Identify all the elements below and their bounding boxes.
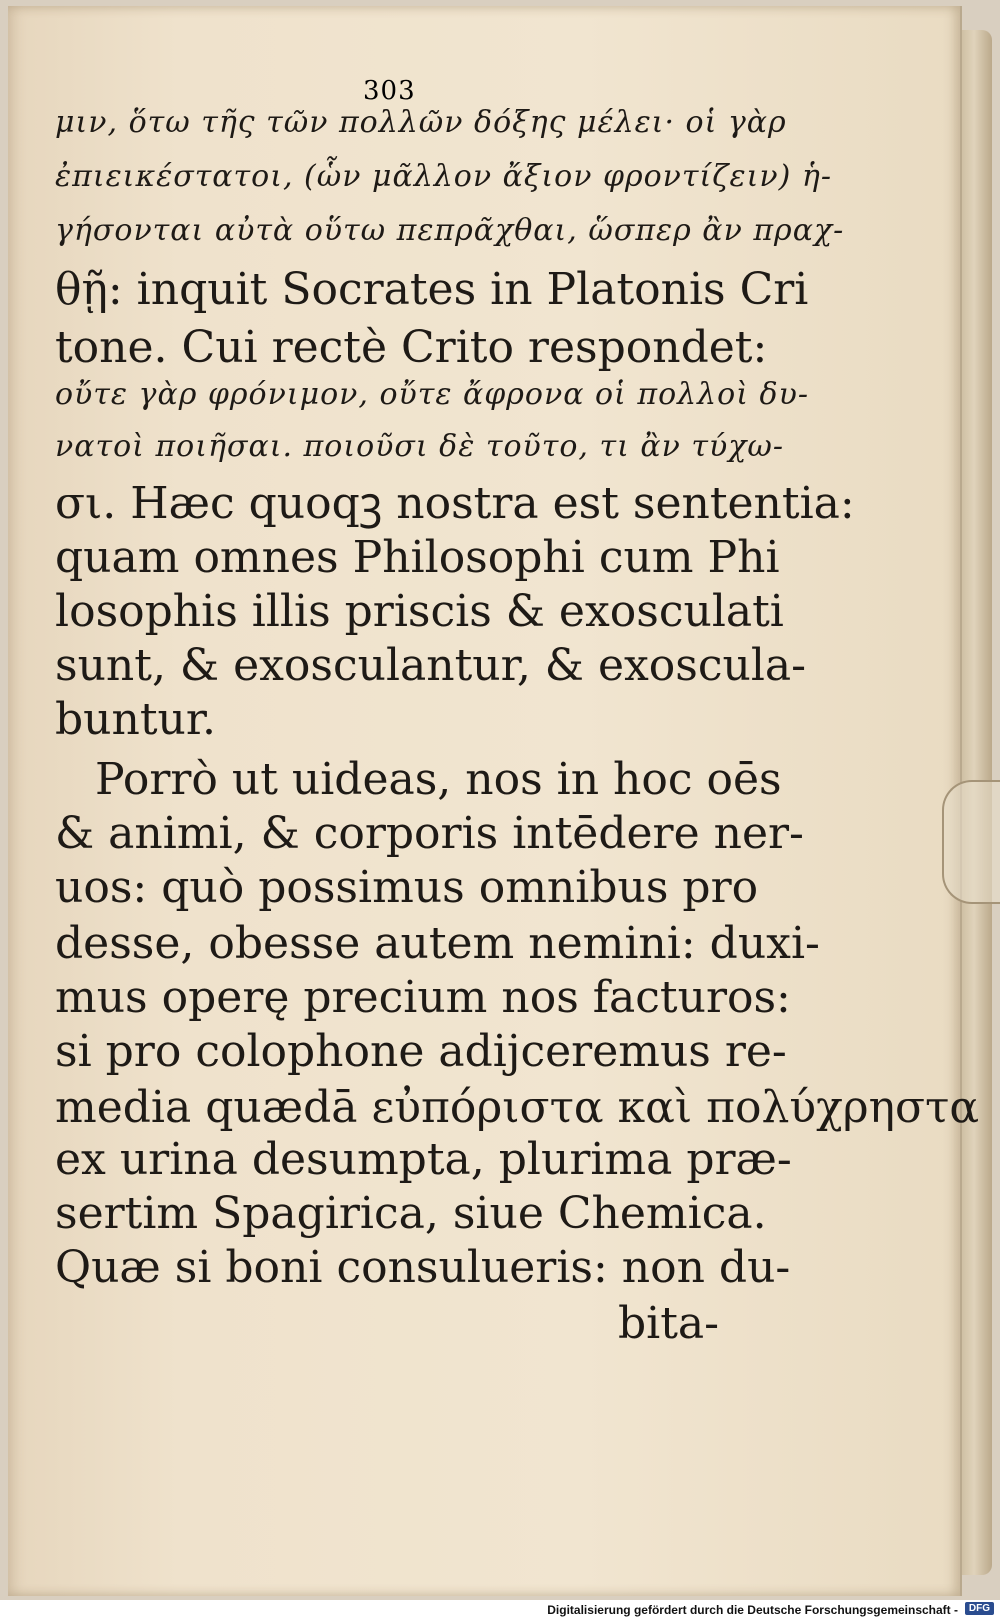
text-line: media quædā εὐπόριστα καὶ πολύχρηστα xyxy=(55,1082,980,1133)
footer xyxy=(0,1600,1000,1620)
text-line: οὔτε γὰρ φρόνιμον, οὔτε ἄφρονα οἱ πολλοὶ δυ- xyxy=(55,377,809,412)
text-line: si pro colophone adijceremus re- xyxy=(55,1026,787,1077)
text-line: buntur. xyxy=(55,694,217,745)
dfg-logo: DFG xyxy=(965,1602,994,1615)
text-line: σι. Hæc quoqꝫ nostra est sententia: xyxy=(55,478,855,529)
text-line: & animi, & corporis intēdere ner- xyxy=(55,808,804,859)
text-line: νατοὶ ποιῆσαι. ποιοῦσι δὲ τοῦτο, τι ἂν τύχω- xyxy=(55,429,785,464)
text-line: ex urina desumpta, plurima præ- xyxy=(55,1134,792,1185)
text-line: Quæ si boni consulueris: non du- xyxy=(55,1242,791,1293)
text-line: μιν, ὅτω τῆς τῶν πολλῶν δόξης μέλει· οἱ γὰρ xyxy=(55,105,787,140)
text-line: quam omnes Philosophi cum Phi xyxy=(55,532,780,583)
text-line: γήσονται αὐτὰ οὕτω πεπρᾶχθαι, ὥσπερ ἂν πραχ- xyxy=(55,213,845,248)
page-number: 303 xyxy=(363,76,416,106)
text-line: Porrò ut uideas, nos in hoc oēs xyxy=(95,754,782,805)
funding-credit: Digitalisierung gefördert durch die Deutsche Forschungsgemeinschaft - xyxy=(547,1603,958,1617)
text-line: losophis illis priscis & exosculati xyxy=(55,586,784,637)
text-line: sertim Spagirica, siue Chemica. xyxy=(55,1188,767,1239)
text-line: uos: quò possimus omnibus pro xyxy=(55,862,759,913)
text-line: tone. Cui rectè Crito respondet: xyxy=(55,322,768,373)
text-line: ἐπιεικέστατοι, (ὧν μᾶλλον ἄξιον φροντίζειν) ἡ- xyxy=(55,159,832,194)
text-line: desse, obesse autem nemini: duxi- xyxy=(55,918,820,969)
text-line: sunt, & exosculantur, & exoscula- xyxy=(55,640,807,691)
text-line: bita- xyxy=(618,1298,720,1349)
text-line: mus operę precium nos facturos: xyxy=(55,972,791,1023)
text-line: θῇ: inquit Socrates in Platonis Cri xyxy=(55,264,809,315)
page-tab-marker xyxy=(942,780,1000,904)
